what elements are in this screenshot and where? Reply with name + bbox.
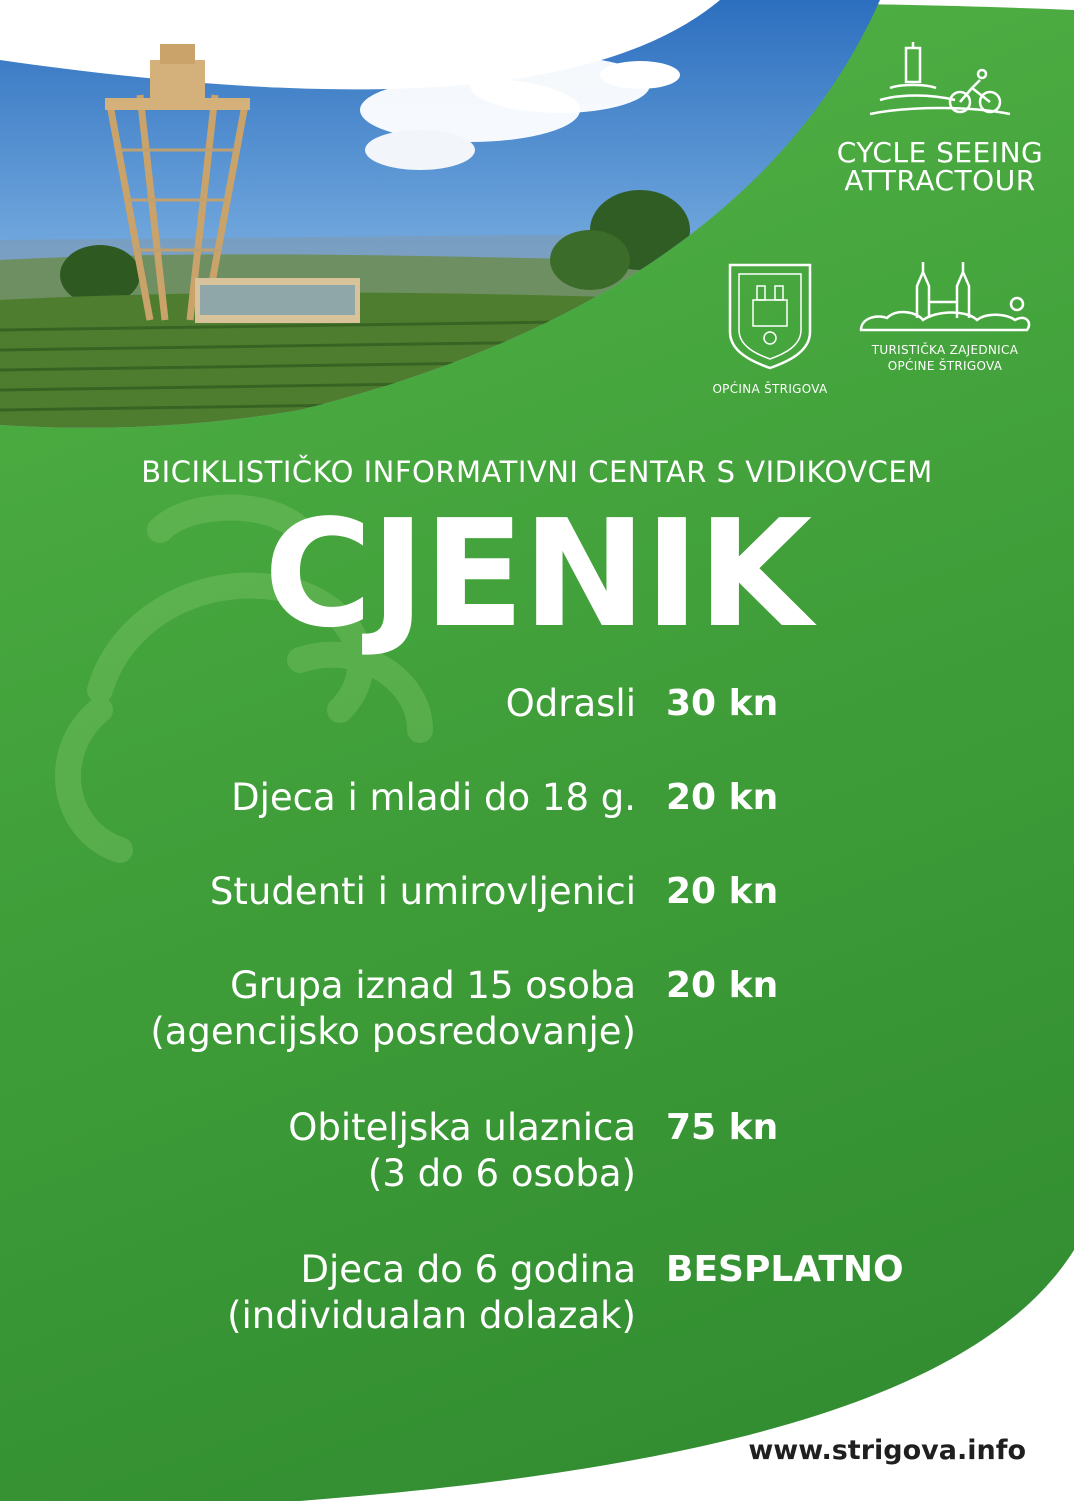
opcina-label: OPĆINA ŠTRIGOVA bbox=[712, 382, 828, 396]
tourist-board-logo bbox=[850, 258, 1040, 374]
price-label: Odrasli bbox=[505, 682, 636, 725]
price-label-note: (3 do 6 osoba) bbox=[367, 1152, 636, 1195]
price-label: Studenti i umirovljenici bbox=[209, 870, 636, 913]
subtitle: BICIKLISTIČKO INFORMATIVNI CENTAR S VIDIKOVCEM bbox=[141, 455, 933, 489]
opcina-crest bbox=[700, 262, 840, 396]
price-label: Obiteljska ulaznica bbox=[288, 1106, 636, 1149]
cycle-logo-line2: ATTRACTOUR bbox=[844, 164, 1036, 197]
page-title: CJENIK bbox=[263, 488, 811, 660]
price-value: 30 kn bbox=[666, 683, 779, 724]
price-label: Djeca i mladi do 18 g. bbox=[231, 776, 636, 819]
cycle-logo-line1: CYCLE SEEING bbox=[836, 136, 1044, 169]
website-url: www.strigova.info bbox=[748, 1435, 1026, 1466]
price-label-note: (agencijsko posredovanje) bbox=[150, 1010, 636, 1053]
cycle-seeing-logo bbox=[820, 40, 1060, 195]
church-skyline-icon bbox=[857, 258, 1033, 338]
price-value: BESPLATNO bbox=[666, 1249, 904, 1290]
lighthouse-bike-icon bbox=[860, 40, 1020, 135]
price-value: 20 kn bbox=[666, 871, 779, 912]
price-value: 20 kn bbox=[666, 777, 779, 818]
price-label: Grupa iznad 15 osoba bbox=[230, 964, 636, 1007]
coat-of-arms-icon bbox=[727, 262, 813, 370]
price-value: 20 kn bbox=[666, 965, 779, 1006]
price-label: Djeca do 6 godina bbox=[300, 1248, 636, 1291]
tourist-board-line2: OPĆINE ŠTRIGOVA bbox=[887, 359, 1003, 373]
price-value: 75 kn bbox=[666, 1107, 779, 1148]
price-label-note: (individualan dolazak) bbox=[227, 1294, 636, 1337]
tourist-board-line1: TURISTIČKA ZAJEDNICA bbox=[871, 343, 1019, 357]
